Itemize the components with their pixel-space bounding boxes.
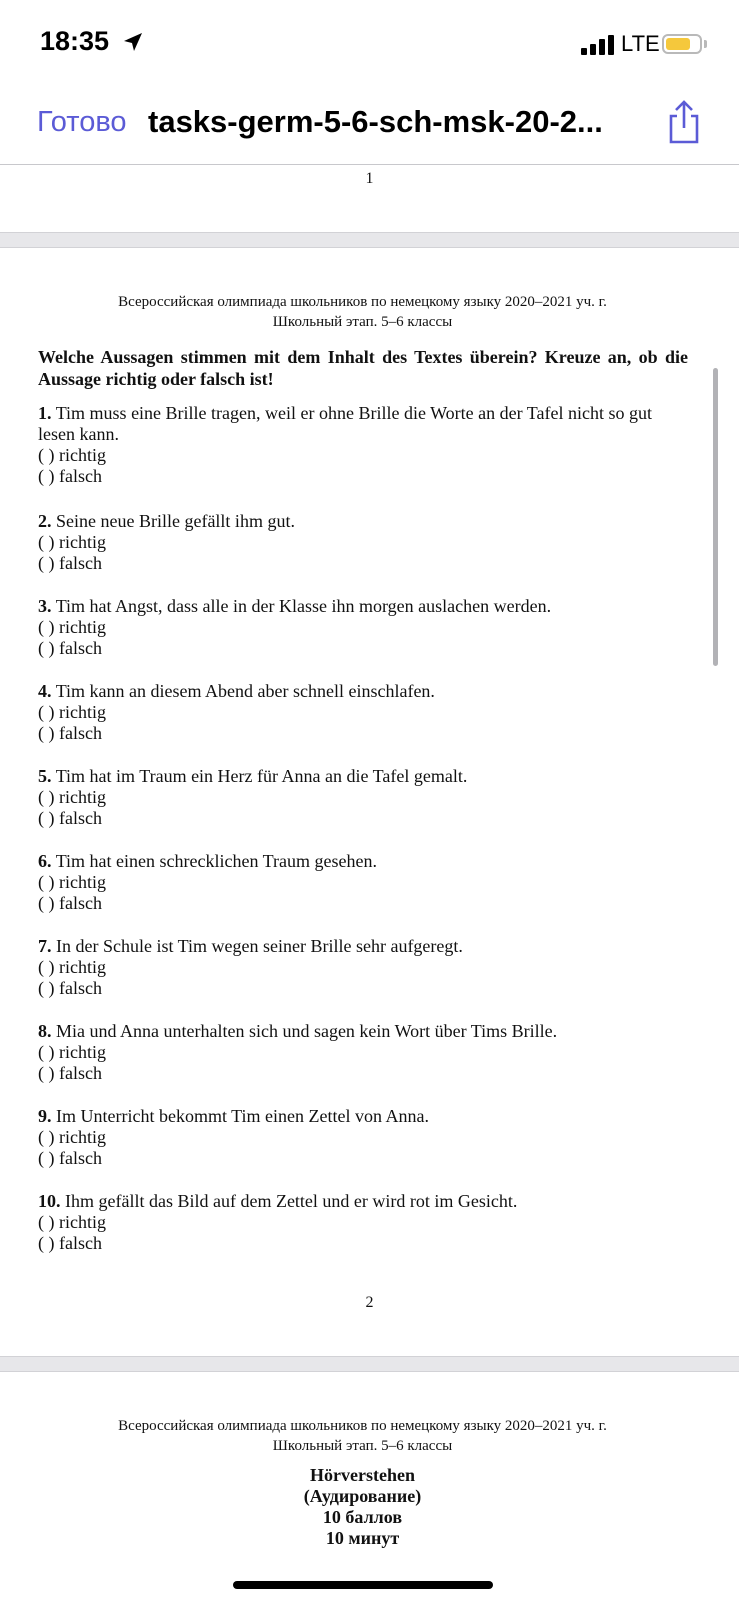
question-text: Mia und Anna unterhalten sich und sagen kein Wort über Tims Brille. [56, 1021, 558, 1041]
question-number: 6. [38, 851, 52, 871]
page-header-line2: Школьный этап. 5–6 классы [272, 1438, 453, 1454]
page-separator [0, 232, 739, 248]
question-item [38, 936, 688, 1021]
network-type: LTE [621, 31, 660, 56]
question-list [38, 403, 688, 1276]
option-falsch[interactable]: ( ) falsch [38, 808, 102, 828]
question-text: Tim hat Angst, dass alle in der Klasse ihn morgen auslachen werden. [55, 596, 552, 616]
scroll-indicator[interactable] [713, 368, 718, 666]
cellular-signal-icon [581, 33, 617, 55]
section-time: 10 минут [325, 1528, 400, 1548]
question-number: 10. [38, 1191, 61, 1211]
share-icon[interactable] [664, 98, 704, 146]
page-number: 1 [365, 170, 374, 187]
question-item [38, 1021, 688, 1106]
page-number: 2 [365, 1294, 374, 1311]
option-richtig[interactable]: ( ) richtig [38, 445, 106, 465]
location-arrow-icon [122, 31, 144, 53]
page-header-line2: Школьный этап. 5–6 классы [272, 314, 453, 330]
question-item [38, 596, 688, 681]
option-richtig[interactable]: ( ) richtig [38, 702, 106, 722]
option-falsch[interactable]: ( ) falsch [38, 466, 102, 486]
question-text: Seine neue Brille gefällt ihm gut. [56, 511, 295, 531]
option-falsch[interactable]: ( ) falsch [38, 893, 102, 913]
option-falsch[interactable]: ( ) falsch [38, 1148, 102, 1168]
battery-tip [704, 40, 707, 48]
page-separator [0, 1356, 739, 1372]
question-item [38, 851, 688, 936]
done-button[interactable]: Готово [37, 106, 127, 138]
question-text: Tim hat einen schrecklichen Traum gesehen. [55, 851, 377, 871]
option-richtig[interactable]: ( ) richtig [38, 617, 106, 637]
option-richtig[interactable]: ( ) richtig [38, 532, 106, 552]
question-text: In der Schule ist Tim wegen seiner Brille sehr aufgeregt. [56, 936, 463, 956]
question-item [38, 511, 688, 596]
option-richtig[interactable]: ( ) richtig [38, 1042, 106, 1062]
question-number: 2. [38, 511, 52, 531]
question-text: Tim muss eine Brille tragen, weil er ohne Brille die Worte an der Tafel nicht so gut lesen kann. [38, 403, 653, 444]
question-number: 5. [38, 766, 52, 786]
section-heading [0, 1465, 725, 1549]
task-instruction: Welche Aussagen stimmen mit dem Inhalt des Textes überein? Kreuze an, ob die Aussage richtig oder falsch ist! [38, 347, 688, 389]
option-falsch[interactable]: ( ) falsch [38, 1233, 102, 1253]
question-item [38, 1106, 688, 1191]
question-item [38, 766, 688, 851]
home-indicator[interactable] [233, 1581, 493, 1589]
option-falsch[interactable]: ( ) falsch [38, 1063, 102, 1083]
section-subtitle: (Аудирование) [303, 1486, 422, 1506]
page-header-line1: Всероссийская олимпиада школьников по немецкому языку 2020–2021 уч. г. [118, 294, 607, 310]
question-number: 1. [38, 403, 52, 423]
option-falsch[interactable]: ( ) falsch [38, 553, 102, 573]
question-text: Tim hat im Traum ein Herz für Anna an die Tafel gemalt. [55, 766, 468, 786]
option-richtig[interactable]: ( ) richtig [38, 872, 106, 892]
question-text: Tim kann an diesem Abend aber schnell einschlafen. [55, 681, 435, 701]
question-item [38, 1191, 688, 1276]
question-text: Ihm gefällt das Bild auf dem Zettel und er wird rot im Gesicht. [65, 1191, 518, 1211]
option-falsch[interactable]: ( ) falsch [38, 978, 102, 998]
option-falsch[interactable]: ( ) falsch [38, 723, 102, 743]
question-number: 3. [38, 596, 52, 616]
question-item [38, 403, 688, 511]
page-header-line1: Всероссийская олимпиада школьников по немецкому языку 2020–2021 уч. г. [118, 1418, 607, 1434]
option-richtig[interactable]: ( ) richtig [38, 957, 106, 977]
viewer-nav-bar [0, 90, 739, 165]
document-title: tasks-germ-5-6-sch-msk-20-2... [148, 104, 603, 139]
option-richtig[interactable]: ( ) richtig [38, 1212, 106, 1232]
status-bar [0, 0, 739, 90]
section-points: 10 баллов [322, 1507, 403, 1527]
option-falsch[interactable]: ( ) falsch [38, 638, 102, 658]
question-item [38, 681, 688, 766]
question-number: 7. [38, 936, 52, 956]
section-title: Hörverstehen [310, 1465, 415, 1485]
question-number: 9. [38, 1106, 52, 1126]
status-time: 18:35 [40, 26, 110, 56]
question-number: 8. [38, 1021, 52, 1041]
option-richtig[interactable]: ( ) richtig [38, 1127, 106, 1147]
battery-icon [662, 34, 702, 54]
question-number: 4. [38, 681, 52, 701]
question-text: Im Unterricht bekommt Tim einen Zettel von Anna. [56, 1106, 429, 1126]
option-richtig[interactable]: ( ) richtig [38, 787, 106, 807]
